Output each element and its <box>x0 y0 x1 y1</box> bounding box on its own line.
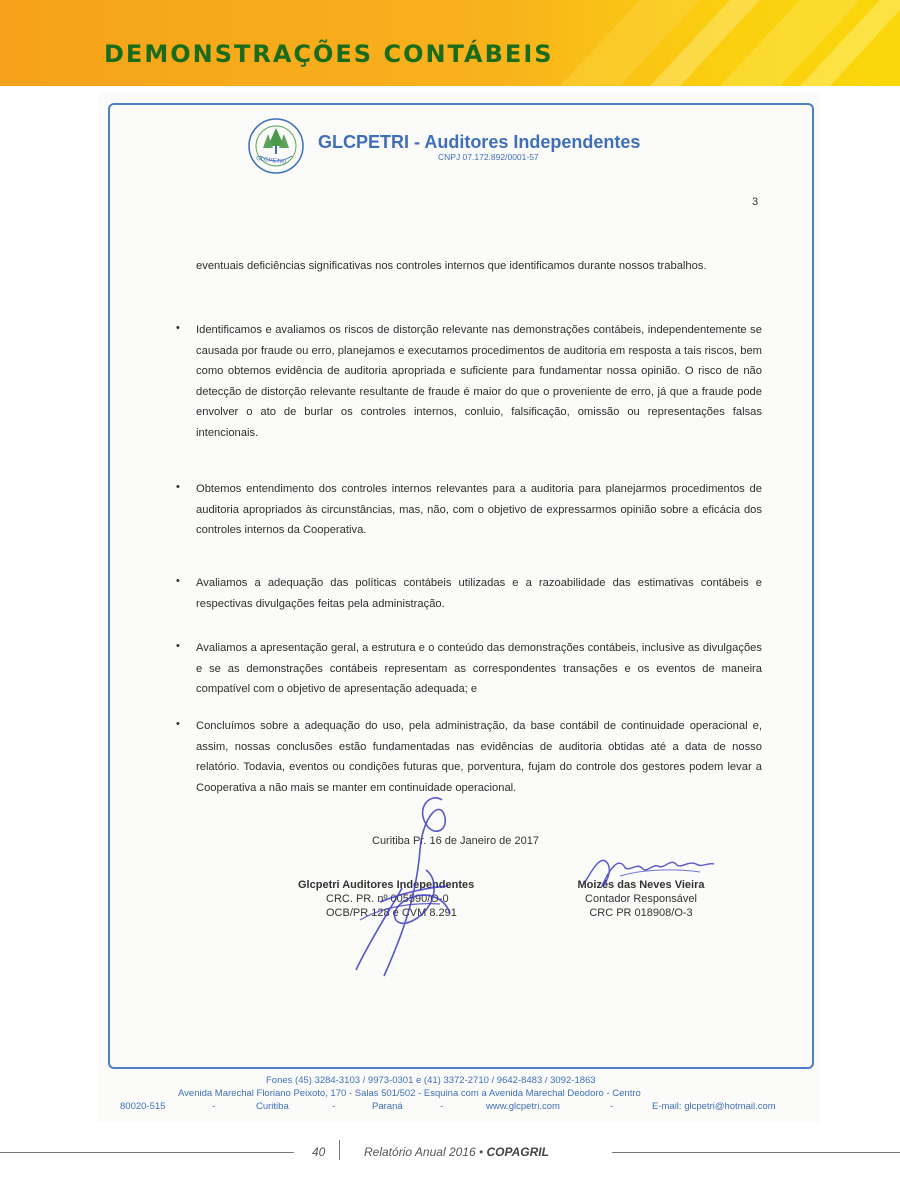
bullet-paragraph-1 <box>196 320 762 443</box>
bullet-text-4: Avaliamos a apresentação geral, a estrutura e o conteúdo das demonstrações contábeis, inclusive as divulgações e se as demonstrações contábeis representam as correspondentes transações e os eventos de maneira compatível com o objetivo de apresentação adequada; e <box>196 642 762 695</box>
bullet-dot: • <box>176 322 180 334</box>
letter-footer-state: Paraná <box>372 1101 403 1112</box>
place-date: Curitiba Pr. 16 de Janeiro de 2017 <box>372 835 539 847</box>
firm-cnpj: CNPJ 07.172.892/0001-57 <box>438 152 539 162</box>
bullet-paragraph-3 <box>196 573 762 614</box>
letter-footer-separator: - <box>440 1101 444 1112</box>
bullet-text-2: Obtemos entendimento dos controles internos relevantes para a auditoria para planejarmos procedimentos de auditoria apropriados às circunstâncias, mas, não, com o objetivo de expressarmos opinião sobre a eficácia dos controles internos da Cooperativa. <box>196 483 762 536</box>
intro-paragraph <box>196 256 762 277</box>
bullet-dot: • <box>176 718 180 730</box>
letter-footer-email: E-mail: glcpetri@hotmail.com <box>652 1101 776 1112</box>
bullet-dot: • <box>176 481 180 493</box>
letter-footer-city: Curitiba <box>256 1101 289 1112</box>
bullet-dot: • <box>176 640 180 652</box>
signatory-firm-name: Glcpetri Auditores Independentes <box>298 879 475 891</box>
bullet-dot: • <box>176 575 180 587</box>
intro-text: eventuais deficiências significativas nos controles internos que identificamos durante nossos trabalhos. <box>196 260 707 272</box>
handwritten-signature-right <box>580 846 720 892</box>
bullet-text-1: Identificamos e avaliamos os riscos de distorção relevante nas demonstrações contábeis, independentemente se causada por fraude ou erro, planejamos e executamos procedimentos de auditoria em resposta a tais riscos, bem como obtemos evidência de auditoria apropriada e suficiente para fundamentar nossa opinião. O risco de não detecção de distorção relevante resultante de fraude é maior do que o proveniente de erro, já que a fraude pode envolver o ato de burlar os controles internos, conluio, falsificação, omissão ou representações falsas intencionais. <box>196 324 762 439</box>
glcpetri-logo-icon <box>246 116 306 176</box>
signatory-accountant-role: Contador Responsável <box>585 893 697 905</box>
handwritten-signature-left <box>330 790 480 990</box>
section-title: DEMONSTRAÇÕES CONTÁBEIS <box>104 40 554 68</box>
letter-page-number: 3 <box>752 196 759 208</box>
bullet-text-5: Concluímos sobre a adequação do uso, pela administração, da base contábil de continuidade operacional e, assim, nossas conclusões estão fundamentadas nas evidências de auditoria obtidas até a data de nosso relatório. Todavia, eventos ou condições futuras que, porventura, fujam do controle dos gestores podem levar a Cooperativa a não mais se manter em continuidade operacional. <box>196 720 762 794</box>
logo-lettering: GLCPETRI <box>255 155 287 167</box>
letter-footer-separator: - <box>332 1101 336 1112</box>
bullet-paragraph-5 <box>196 716 762 798</box>
report-page-number: 40 <box>312 1145 326 1159</box>
signatory-accountant-crc: CRC PR 018908/O-3 <box>589 907 693 919</box>
bullet-text-3: Avaliamos a adequação das políticas contábeis utilizadas e a razoabilidade das estimativas contábeis e respectivas divulgações feitas pela administração. <box>196 577 762 610</box>
footer-divider <box>339 1140 340 1160</box>
letter-footer-separator: - <box>212 1101 216 1112</box>
report-company: COPAGRIL <box>486 1145 549 1159</box>
letter-footer-separator: - <box>610 1101 614 1112</box>
letter-footer-cep: 80020-515 <box>120 1101 166 1112</box>
footer-rule-right <box>612 1152 900 1153</box>
bullet-paragraph-4 <box>196 638 762 700</box>
signatory-accountant-name: Moizés das Neves Vieira <box>577 879 705 891</box>
report-name: Relatório Anual 2016 • <box>364 1145 484 1159</box>
firm-name: GLCPETRI - Auditores Independentes <box>318 132 641 152</box>
letter-footer-address: Avenida Marechal Floriano Peixoto, 170 - Salas 501/502 - Esquina com a Avenida Marechal Deodoro - Centro <box>178 1088 641 1099</box>
letter-footer-phones: Fones (45) 3284-3103 / 9973-0301 e (41) 3372-2710 / 9642-8483 / 3092-1863 <box>266 1075 596 1086</box>
signatory-firm-crc: CRC. PR. nº 005590/O-0 <box>326 893 449 905</box>
bullet-paragraph-2 <box>196 479 762 541</box>
footer-rule-left <box>0 1152 294 1153</box>
letter-footer-website: www.glcpetri.com <box>486 1101 560 1112</box>
header-banner <box>0 0 900 86</box>
signatory-firm-ocb: OCB/PR 128 e CVM 8.291 <box>326 907 457 919</box>
report-title <box>364 1145 549 1159</box>
